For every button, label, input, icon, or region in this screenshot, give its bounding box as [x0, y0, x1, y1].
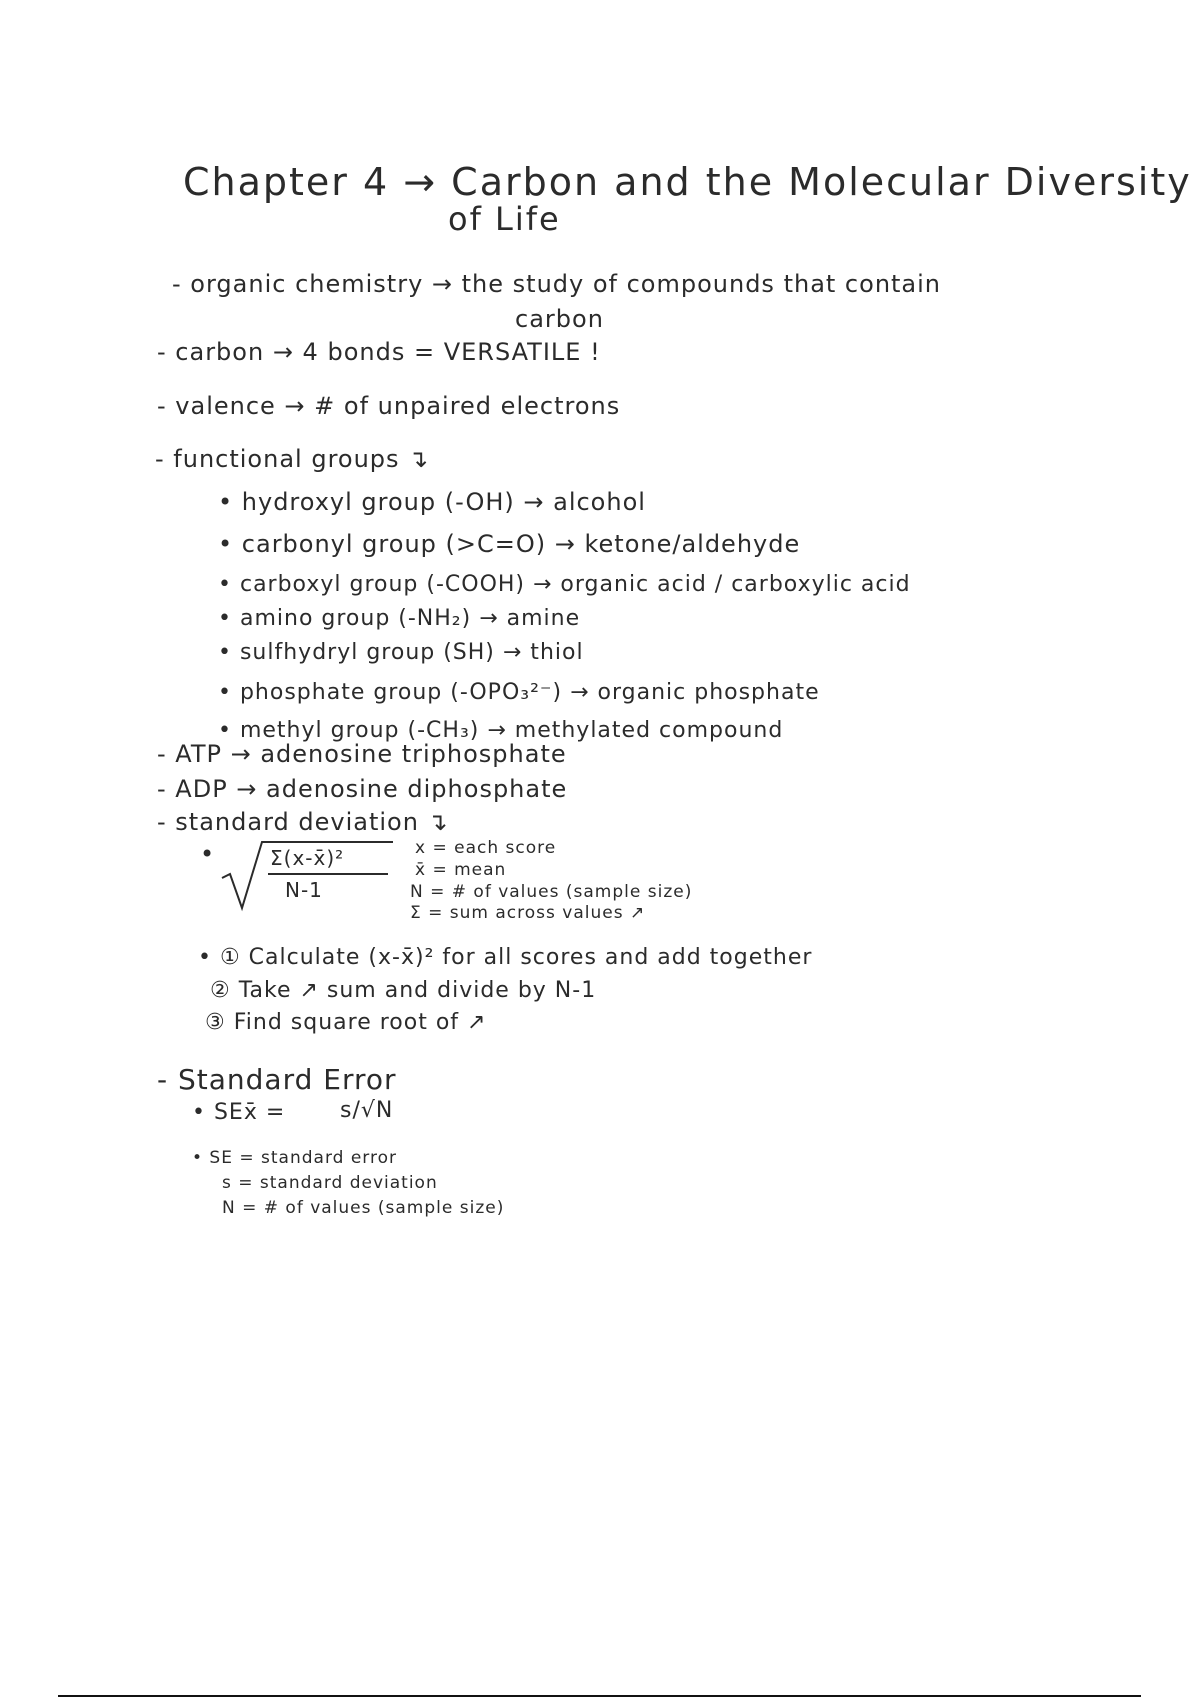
group-carboxyl: • carboxyl group (-COOH) → organic acid / carboxylic acid — [218, 572, 911, 597]
formula-legend-sum: Σ = sum across values ↗ — [410, 903, 646, 923]
page-bottom-rule — [58, 1695, 1141, 1697]
formula-legend-mean: x̄ = mean — [415, 860, 507, 880]
standard-error-heading: - Standard Error — [157, 1063, 397, 1096]
note-carbon: - carbon → 4 bonds = VERSATILE ! — [157, 338, 601, 366]
note-valence: - valence → # of unpaired electrons — [157, 392, 621, 420]
note-organic-chemistry-cont: carbon — [515, 305, 604, 333]
standard-error-legend-se: • SE = standard error — [192, 1148, 397, 1168]
formula-legend-x: x = each score — [415, 838, 557, 858]
formula-numerator: Σ(x-x̄)² — [270, 846, 345, 870]
standard-error-formula-right: s/√N — [340, 1098, 394, 1123]
standard-error-legend-n: N = # of values (sample size) — [222, 1198, 505, 1218]
page-title: Chapter 4 → Carbon and the Molecular Diversity — [183, 160, 1192, 204]
formula-denominator: N-1 — [285, 878, 323, 902]
step-2: ② Take ↗ sum and divide by N-1 — [210, 978, 597, 1003]
standard-error-formula-left: • SEx̄ = — [192, 1100, 286, 1125]
note-atp: - ATP → adenosine triphosphate — [157, 740, 567, 768]
formula-legend-n: N = # of values (sample size) — [410, 882, 693, 902]
step-1: • ① Calculate (x-x̄)² for all scores and add together — [198, 945, 813, 970]
standard-error-legend-s: s = standard deviation — [222, 1173, 438, 1193]
formula-bullet: • — [200, 840, 216, 868]
note-standard-deviation: - standard deviation ↴ — [157, 808, 449, 836]
step-3: ③ Find square root of ↗ — [205, 1010, 487, 1035]
note-organic-chemistry: - organic chemistry → the study of compounds that contain — [172, 270, 942, 298]
group-sulfhydryl: • sulfhydryl group (SH) → thiol — [218, 640, 584, 665]
group-phosphate: • phosphate group (-OPO₃²⁻) → organic phosphate — [218, 680, 820, 705]
note-functional-groups: - functional groups ↴ — [155, 445, 430, 473]
group-methyl: • methyl group (-CH₃) → methylated compound — [218, 718, 784, 743]
page-title-line2: of Life — [448, 200, 561, 238]
group-carbonyl: • carbonyl group (>C=O) → ketone/aldehyde — [218, 530, 801, 558]
note-adp: - ADP → adenosine diphosphate — [157, 775, 568, 803]
group-hydroxyl: • hydroxyl group (-OH) → alcohol — [218, 488, 646, 516]
group-amino: • amino group (-NH₂) → amine — [218, 606, 581, 631]
